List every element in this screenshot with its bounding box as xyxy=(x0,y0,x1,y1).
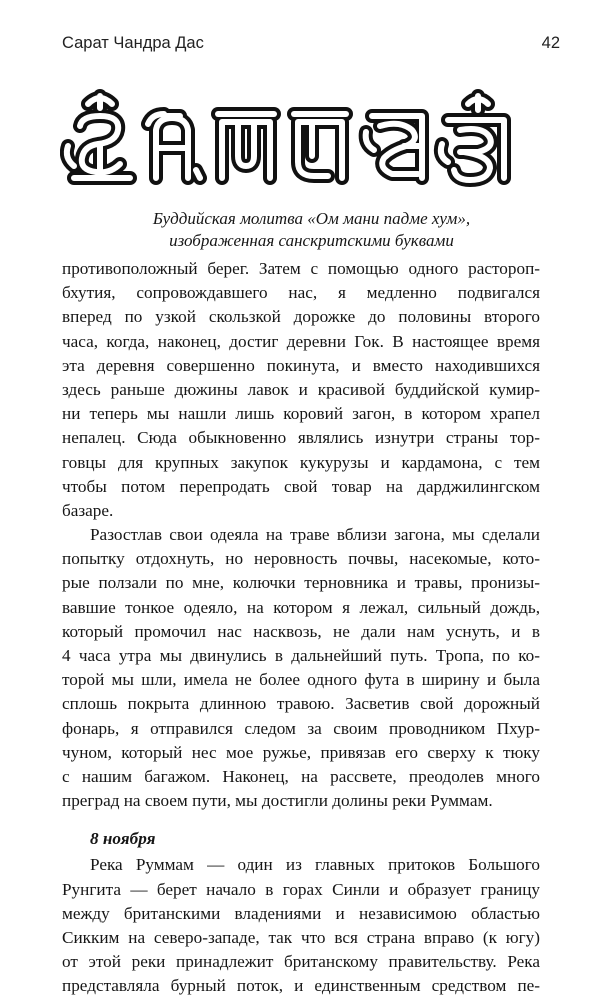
text-line: попытку отдохнуть, но неровность почвы, насекомые, кото- xyxy=(62,549,540,569)
figure-caption xyxy=(62,208,561,251)
paragraph xyxy=(62,257,540,523)
caption-line: изображенная санскритскими буквами xyxy=(169,230,454,250)
author-name: Сарат Чандра Дас xyxy=(62,34,204,52)
text-line: 4 часа утра мы двинулись в дальнейший путь. Тропа, по ко- xyxy=(62,646,540,665)
text-line: Разостлав свои одеяла на траве вблизи загона, мы сделали xyxy=(90,525,540,545)
text-line: чтобы потом перепродать свой товар на дарджилингском xyxy=(62,476,540,496)
text-line: говцы для крупных закупок кукурузы и кардамона, с тем xyxy=(62,452,540,472)
sanskrit-letters-illustration xyxy=(60,86,557,198)
body-text xyxy=(62,257,540,998)
text-line: преград на своем пути, мы достигли долины реки Руммам. xyxy=(62,791,493,811)
paragraph xyxy=(62,853,540,998)
text-line: между британскими владениями и независимою областью xyxy=(62,903,540,923)
text-line: здесь раньше дюжины лавок и красивой буддийской кумир- xyxy=(62,379,540,399)
text-line: фонарь, я отправился следом за своим проводником Пхур- xyxy=(62,718,540,738)
text-line: противоположный берег. Затем с помощью одного растороп- xyxy=(62,259,540,278)
text-line: базаре. xyxy=(62,500,114,520)
text-line: Рунгита — берет начало в горах Синли и образует границу xyxy=(62,879,540,899)
date-heading: 8 ноября xyxy=(90,829,156,849)
text-line: непалец. Сюда обыкновенно являлись изнутри страны тор- xyxy=(62,428,540,448)
text-line: бхутия, сопровождавшего нас, я медленно подвигался xyxy=(62,283,540,303)
text-line: от этой реки принадлежит британскому правительству. Река xyxy=(62,952,540,972)
text-line: ни теперь мы нашли лишь коровий загон, в котором храпел xyxy=(62,404,540,424)
text-line: Сикким на северо-западе, так что вся страна вправо (к югу) xyxy=(62,927,540,947)
text-line: с нашим багажом. Наконец, на рассвете, преодолев много xyxy=(62,766,540,786)
caption-line: Буддийская молитва «Ом мани падме хум», xyxy=(152,209,471,228)
text-line: часа, когда, наконец, достиг деревни Гок. В настоящее время xyxy=(62,331,540,351)
text-line: эта деревня совершенно покинута, и вместо находившихся xyxy=(62,355,540,375)
text-line: чуном, который нес мое ружье, привязав его сверху к тюку xyxy=(62,742,540,762)
glyph-outline xyxy=(67,96,504,180)
page-number: 42 xyxy=(541,34,560,52)
text-line: который промочил нас насквозь, не дали нам уснуть, и в xyxy=(62,621,540,641)
text-line: Река Руммам — один из главных притоков Большого xyxy=(90,855,540,875)
text-line: представляла бурный поток, и единственным средством пе- xyxy=(62,976,540,996)
text-line: сплошь покрыта длинною травою. Засветив свой дорожный xyxy=(62,694,540,714)
running-head xyxy=(62,34,560,53)
text-line: рые ползали по мне, колючки терновника и травы, пронизы- xyxy=(62,573,540,593)
sanskrit-prayer-figure xyxy=(60,86,557,198)
text-line: торой мы шли, имела не более одного фута в ширину и была xyxy=(62,670,540,690)
text-line: вавшие тонкое одеяло, на котором я лежал, сильный дождь, xyxy=(62,597,540,617)
paragraph xyxy=(62,523,540,813)
text-line: вперед по узкой скользкой дорожке до половины второго xyxy=(62,307,540,327)
